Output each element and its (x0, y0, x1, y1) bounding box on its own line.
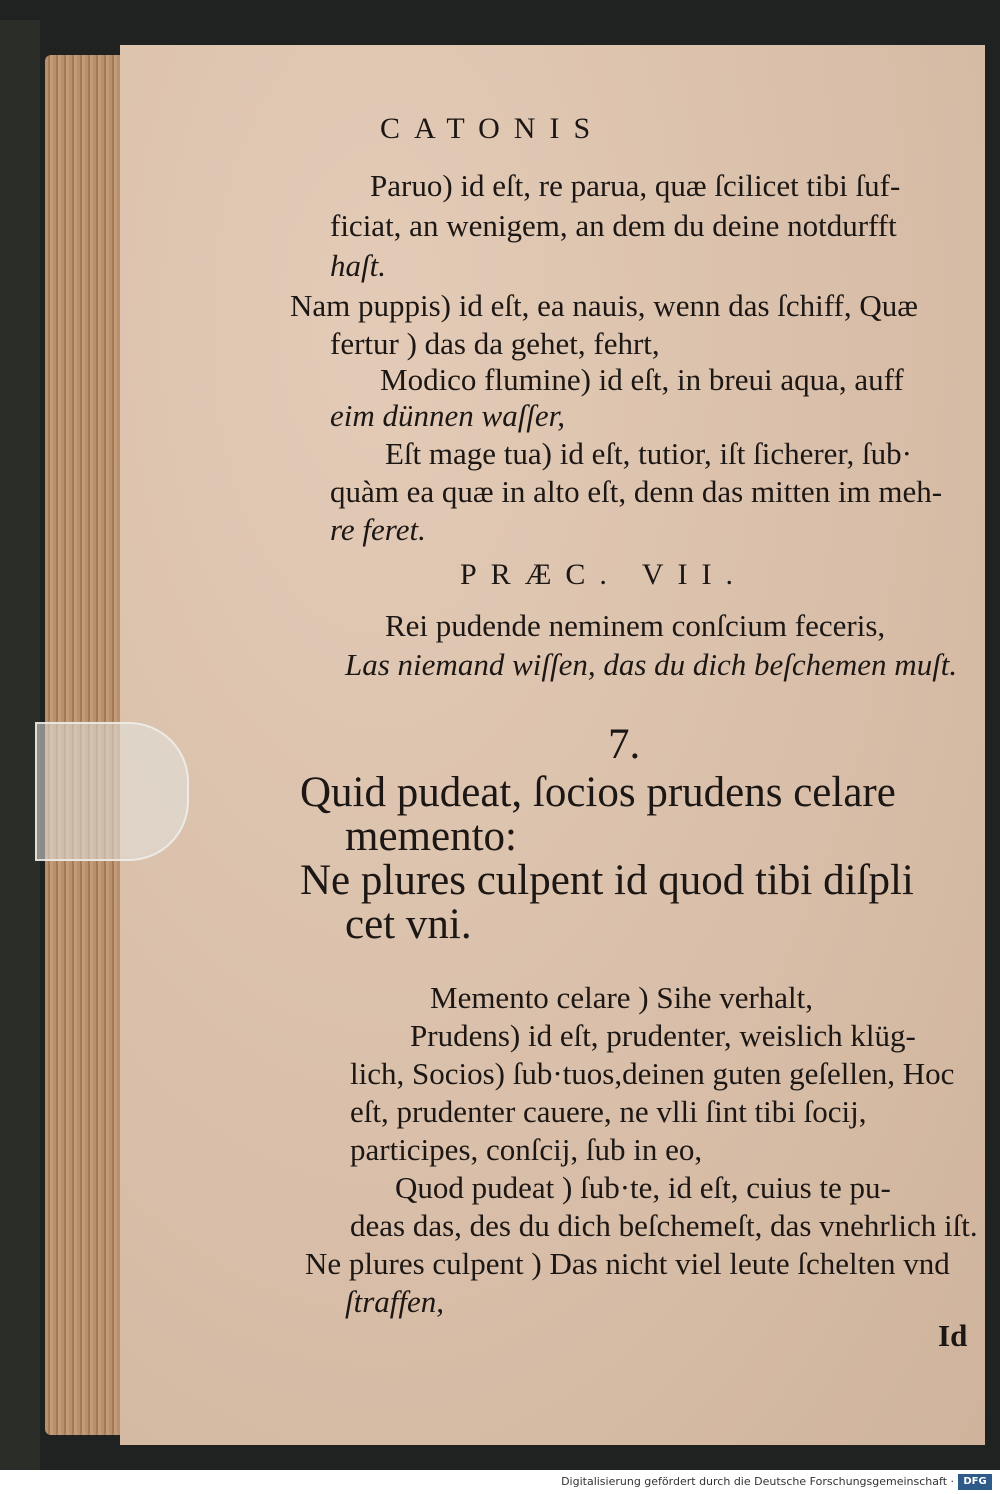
verse-line: memento: (345, 813, 517, 860)
text-line: deas das, des du dich beſchemeſt, das vnehrlich iſt. (350, 1208, 978, 1243)
text-line: Prudens) id eſt, prudenter, weislich klüg- (410, 1018, 916, 1053)
text-line: re feret. (330, 512, 426, 547)
text-line: Rei pudende neminem conſcium feceris, (385, 608, 886, 643)
text-line: Quod pudeat ) ſub·te, id eſt, cuius te pu- (395, 1170, 891, 1205)
verse-number: 7. (608, 721, 641, 768)
verse-line: Quid pudeat, ſocios prudens celare (300, 769, 896, 816)
text-line: Nam puppis) id eſt, ea nauis, wenn das ſchiff, Quæ (290, 288, 918, 323)
verse-line: cet vni. (345, 901, 472, 948)
text-line: participes, conſcij, ſub in eo, (350, 1132, 703, 1167)
funding-credit: Digitalisierung gefördert durch die Deutsche Forschungsgemeinschaft · (561, 1475, 954, 1488)
text-line: fertur ) das da gehet, fehrt, (330, 326, 660, 361)
text-line: Paruo) id eſt, re parua, quæ ſcilicet tibi ſuf- (370, 168, 901, 203)
text-line: eim dünnen waſſer, (330, 398, 566, 433)
dfg-logo: DFG (958, 1474, 992, 1490)
text-line: Memento celare ) Sihe verhalt, (430, 980, 814, 1015)
text-line: Eſt mage tua) id eſt, tutior, iſt ſicherer, ſub· (385, 436, 912, 471)
section-heading: PRÆC. VII. (460, 558, 747, 591)
text-line: ſtraffen, (345, 1284, 445, 1319)
book-cover-edge (0, 20, 40, 1470)
text-line: Ne plures culpent ) Das nicht viel leute ſchelten vnd (305, 1246, 950, 1281)
running-title: CATONIS (380, 112, 605, 145)
text-line: Modico flumine) id eſt, in breui aqua, auff (380, 362, 904, 397)
text-line: quàm ea quæ in alto eſt, denn das mitten im meh- (330, 474, 943, 509)
digitization-footer (0, 1470, 1000, 1494)
verse-line: Ne plures culpent id quod tibi diſpli (300, 857, 914, 904)
text-line: lich, Socios) ſub·tuos,deinen guten geſellen, Hoc (350, 1056, 955, 1091)
text-line: eſt, prudenter cauere, ne vlli ſint tibi ſocij, (350, 1094, 867, 1129)
text-line: Las niemand wiſſen, das du dich beſchemen muſt. (345, 647, 958, 682)
text-line: haſt. (330, 248, 386, 283)
catchword: Id (938, 1318, 968, 1353)
plastic-page-clip (35, 722, 189, 861)
text-line: ficiat, an wenigem, an dem du deine notdurfft (330, 208, 897, 243)
